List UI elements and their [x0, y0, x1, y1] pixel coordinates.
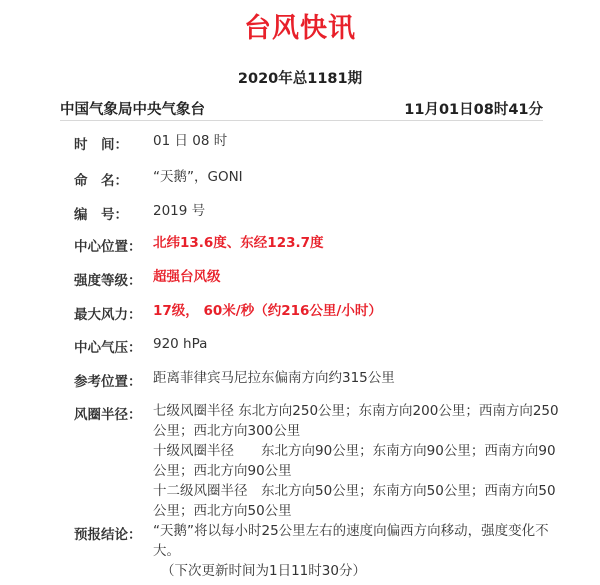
- pressure-value: 920 hPa: [153, 336, 208, 352]
- number-label: 编 号：: [74, 207, 128, 223]
- name-label: 命 名：: [74, 173, 128, 189]
- name-value: “天鹅”，GONI: [153, 169, 243, 185]
- header-divider: [60, 120, 543, 121]
- forecast-label: 预报结论：: [74, 527, 142, 543]
- max-wind-value: 17级， 60米/秒（约216公里/小时）: [153, 303, 382, 319]
- agency-name: 中国气象局中央气象台: [60, 102, 205, 118]
- time-value: 01 日 08 时: [153, 133, 228, 149]
- number-value: 2019 号: [153, 203, 206, 219]
- radius-label: 风圈半径：: [74, 407, 142, 423]
- forecast-line-2: 大。: [153, 543, 180, 559]
- forecast-line-1: “天鹅”将以每小时25公里左右的速度向偏西方向移动，强度变化不: [153, 523, 549, 539]
- center-value: 北纬13.6度、东经123.7度: [153, 235, 324, 251]
- radius-line-12-cont: 公里；西北方向50公里: [153, 503, 292, 519]
- issued-time: 11月01日08时41分: [404, 102, 543, 118]
- radius-line-10: 十级风圈半径 东北方向90公里；东南方向90公里；西南方向90: [153, 443, 556, 459]
- max-wind-label: 最大风力：: [74, 307, 142, 323]
- center-label: 中心位置：: [74, 239, 142, 255]
- intensity-label: 强度等级：: [74, 273, 142, 289]
- page-title: 台风快讯: [244, 13, 356, 44]
- reference-label: 参考位置：: [74, 374, 142, 390]
- issue-number: 2020年总1181期: [237, 71, 363, 87]
- next-update-note: （下次更新时间为1日11时30分）: [161, 563, 366, 579]
- radius-line-10-cont: 公里；西北方向90公里: [153, 463, 292, 479]
- pressure-label: 中心气压：: [74, 340, 142, 356]
- reference-value: 距离菲律宾马尼拉东偏南方向约315公里: [153, 370, 395, 386]
- intensity-value: 超强台风级: [153, 269, 221, 285]
- radius-line-12: 十二级风圈半径 东北方向50公里；东南方向50公里；西南方向50: [153, 483, 556, 499]
- radius-line-7: 七级风圈半径 东北方向250公里；东南方向200公里；西南方向250: [153, 403, 559, 419]
- bulletin-header: [60, 98, 543, 120]
- radius-value: [153, 401, 559, 521]
- forecast-value: [153, 521, 548, 581]
- time-label: 时 间：: [74, 137, 128, 153]
- radius-line-7-cont: 公里；西北方向300公里: [153, 423, 301, 439]
